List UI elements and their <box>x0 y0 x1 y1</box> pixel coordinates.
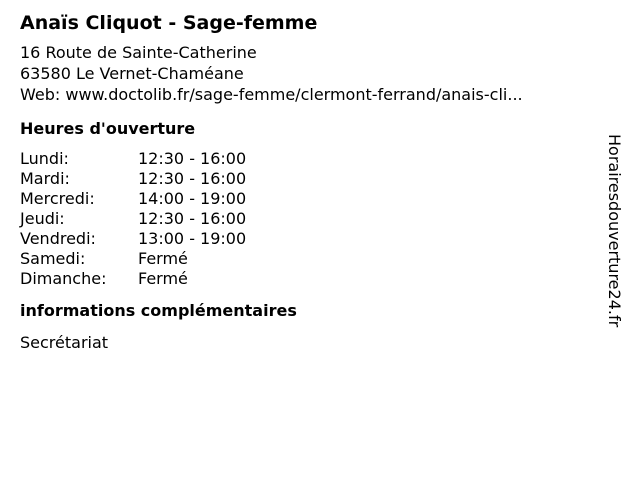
time-value: 14:00 - 19:00 <box>138 189 247 208</box>
hours-row-jeudi <box>20 209 600 229</box>
address-block <box>20 42 600 105</box>
website-link[interactable]: Web: www.doctolib.fr/sage-femme/clermont-ferrand/anais-cli... <box>20 85 523 104</box>
address-street: 16 Route de Sainte-Catherine <box>20 43 257 62</box>
hours-row-vendredi <box>20 229 600 249</box>
address-city: 63580 Le Vernet-Chaméane <box>20 64 244 83</box>
time-value: 12:30 - 16:00 <box>138 149 247 168</box>
time-value: 12:30 - 16:00 <box>138 209 247 228</box>
day-label: Mardi: <box>20 169 70 188</box>
hours-row-dimanche <box>20 269 600 289</box>
time-value: Fermé <box>138 269 188 288</box>
hours-row-samedi <box>20 249 600 269</box>
day-label: Lundi: <box>20 149 69 168</box>
day-label: Samedi: <box>20 249 86 268</box>
day-label: Jeudi: <box>20 209 65 228</box>
hours-row-mardi <box>20 169 600 189</box>
opening-hours-heading: Heures d'ouverture <box>20 119 196 138</box>
time-value: Fermé <box>138 249 188 268</box>
day-label: Mercredi: <box>20 189 95 208</box>
additional-info-text: Secrétariat <box>20 333 109 352</box>
time-value: 13:00 - 19:00 <box>138 229 247 248</box>
opening-hours-table <box>20 149 600 289</box>
day-label: Dimanche: <box>20 269 107 288</box>
additional-info-heading: informations complémentaires <box>20 301 297 320</box>
time-value: 12:30 - 16:00 <box>138 169 247 188</box>
hours-row-lundi <box>20 149 600 169</box>
hours-row-mercredi <box>20 189 600 209</box>
site-watermark: Horairesdouverture24.fr <box>605 134 624 328</box>
day-label: Vendredi: <box>20 229 96 248</box>
business-card <box>20 10 600 353</box>
business-name: Anaïs Cliquot - Sage-femme <box>20 12 318 34</box>
